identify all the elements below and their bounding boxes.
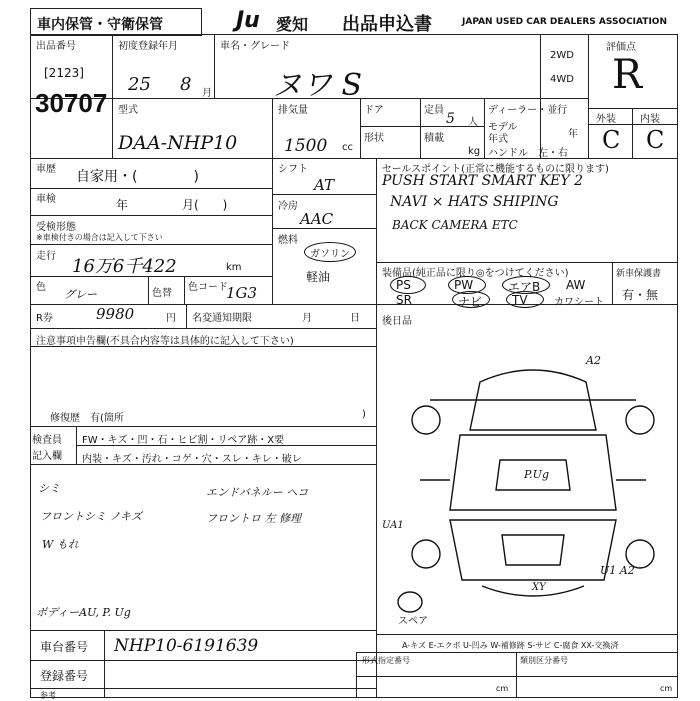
equip-pw: PW (454, 278, 474, 292)
note-3: フロントシミ ノキズ (40, 510, 142, 523)
displacement-unit: cc (342, 142, 353, 153)
history-value: 自家用・( ) (76, 169, 199, 185)
ju-logo: Ju (236, 8, 260, 33)
form-subtitle: JAPAN USED CAR DEALERS ASSOCIATION (462, 17, 667, 27)
shape-label: 形状 (364, 133, 384, 144)
load-unit: kg (468, 146, 481, 157)
dealer-year-unit: 年 (568, 129, 578, 140)
type-value: DAA-NHP10 (118, 132, 238, 154)
inspector-row2: 内装・キズ・汚れ・コゲ・穴・スレ・キレ・破レ (82, 454, 302, 465)
chassis-number: NHP10-6191639 (114, 636, 259, 656)
acceptance-label: 受検形態 (36, 222, 76, 233)
diagram-mark-pug-front: P.Ug (524, 468, 549, 481)
mileage-unit: km (226, 262, 242, 273)
spec-unit-right: cm (660, 684, 673, 693)
storage-box (30, 8, 202, 36)
equip-airbag: エアB (508, 280, 541, 294)
registration-label: 初度登録年月 (118, 41, 178, 52)
selling-point-line3: BACK CAMERA ETC (392, 218, 518, 232)
mileage-label: 走行 (36, 251, 56, 262)
note-2: エンドバネルー ヘコ (206, 486, 309, 499)
tv-circle-icon (506, 291, 544, 308)
equipment-label: 装備品(純正品に限り◎をつけてください) (382, 268, 569, 279)
dealer-model-label: モデル (488, 122, 518, 133)
color-value: グレー (64, 288, 97, 301)
damage-legend: A-キズ E-エクボ U-凹み W-補修跡 S-サビ C-腐食 XX-交換済 (402, 641, 619, 650)
selling-points-label: セールスポイント(正常に機能するものに限ります) (382, 164, 609, 175)
inspection-label: 車検 (36, 194, 56, 205)
fuel-label: 燃料 (278, 235, 298, 246)
inspector-label2: 記入欄 (32, 451, 62, 462)
fuel-diesel: 軽油 (306, 270, 331, 284)
equip-sr: SR (396, 293, 412, 307)
type-label: 型式 (118, 105, 138, 116)
acceptance-note: ※車検付きの場合は記入して下さい (36, 233, 163, 242)
lot-number: 30707 (35, 88, 108, 118)
notes-label: 注意事項申告欄(不具合内容等は具体的に記入して下さい) (36, 336, 294, 347)
note-6: ボディーAU, P. Ug (36, 606, 131, 619)
2wd-label: 2WD (550, 50, 574, 61)
color-replace-label: 色替 (152, 288, 172, 299)
inspector-row1: FW・キズ・凹・石・ヒビ割・リペア跡・X要 (82, 435, 285, 446)
grade-label: 評価点 (606, 42, 636, 53)
rear-left-wheel-icon (412, 540, 440, 568)
handle-value: 左・右 (538, 148, 568, 159)
ps-circle-icon (390, 276, 426, 294)
storage-label: 車内保管・守衛保管 (37, 17, 163, 33)
registration-month-unit: 月 (202, 88, 212, 99)
capacity-label: 定員 (424, 105, 444, 116)
footer-reference-label: 参考 (40, 691, 56, 700)
exterior-grade: C (602, 126, 621, 154)
displacement-value: 1500 (284, 136, 328, 156)
guarantee-value: 有・無 (622, 288, 659, 302)
capacity-value: 5 (446, 111, 455, 127)
doors-label: ドア (364, 105, 384, 116)
car-name-label: 車名・グレード (220, 41, 290, 52)
selling-point-line1: PUSH START SMART KEY 2 (382, 173, 583, 189)
equip-aw: AW (566, 278, 586, 292)
dealer-year-label: 年式 (488, 134, 508, 145)
equip-ps: PS (396, 278, 411, 292)
spec-unit-left: cm (496, 684, 509, 693)
note-4: フロントロ 左 修理 (206, 512, 301, 525)
interior-grade: C (646, 126, 665, 154)
rear-items-label: 後日品 (382, 316, 412, 327)
diagram-mark-a2: A2 (586, 354, 601, 367)
lot-label: 出品番号 (36, 41, 76, 52)
displacement-label: 排気量 (278, 105, 308, 116)
shift-value: AT (314, 176, 335, 194)
recycle-unit: 円 (166, 313, 176, 324)
equip-leather: カワシート (554, 297, 604, 308)
registration-month: 8 (180, 74, 192, 95)
equip-navi: ナビ (458, 295, 483, 309)
type-spec-label: 形式指定番号 (362, 656, 410, 665)
gasoline-circle-icon (304, 242, 356, 262)
next-notice-day: 日 (350, 313, 360, 324)
color-label: 色 (36, 282, 46, 293)
equip-tv: TV (512, 293, 528, 307)
car-name: ヌワ S (272, 68, 363, 103)
grade-value: R (612, 52, 643, 98)
recycle-label: R券 (36, 313, 53, 324)
navi-circle-icon (452, 291, 490, 308)
ac-value: AAC (300, 210, 334, 228)
exterior-label: 外装 (596, 114, 616, 125)
logo-text: 愛知 (276, 15, 309, 34)
guarantee-label: 新車保護書 (616, 269, 662, 279)
color-code-label: 色コード (188, 282, 228, 293)
note-1: シミ (38, 482, 60, 495)
form-title: 出品申込書 (342, 14, 432, 35)
ac-label: 冷房 (278, 201, 298, 212)
registration-year: 25 (128, 74, 151, 95)
next-notice-month: 月 (302, 313, 312, 324)
shift-label: シフト (278, 164, 308, 175)
rear-window-shape (502, 535, 564, 565)
chassis-label: 車台番号 (40, 640, 89, 654)
inspector-label1: 検査員 (32, 435, 62, 446)
inspection-month-unit: 月( ) (182, 198, 228, 212)
registration-number-label: 登録番号 (40, 669, 89, 683)
repair-history-close: ) (362, 409, 366, 420)
inspection-year-unit: 年 (116, 198, 129, 212)
lot-sub-number: [2123] (44, 66, 84, 80)
front-left-wheel-icon (412, 406, 440, 434)
diagram-mark-u1a2: U1 A2 (600, 564, 635, 577)
diagram-mark-ua1: UA1 (382, 520, 404, 531)
recycle-value: 9980 (96, 305, 135, 323)
spare-label: スペア (398, 616, 428, 627)
4wd-label: 4WD (550, 74, 574, 85)
spare-tire-icon (398, 592, 422, 612)
diagram-mark-xy: XY (532, 582, 546, 593)
selling-point-line2: NAVI × HATS SHIPING (390, 194, 559, 210)
repair-history-label: 修復歴 有(箇所 (50, 413, 124, 424)
dealer-label: ディーラー・並行 (488, 105, 568, 116)
color-code: 1G3 (226, 284, 258, 302)
handle-label: ハンドル (488, 148, 528, 159)
rear-body-shape (450, 520, 616, 580)
category-spec-label: 類別区分番号 (520, 656, 568, 665)
history-label: 車歴 (36, 164, 56, 175)
mileage-value: 16万6千422 (72, 256, 177, 277)
load-label: 積載 (424, 133, 444, 144)
fuel-gasoline: ガソリン (310, 249, 350, 260)
note-5: W もれ (42, 538, 79, 551)
front-right-wheel-icon (626, 406, 654, 434)
interior-label: 内装 (640, 114, 660, 125)
capacity-unit: 人 (468, 117, 478, 128)
next-notice-label: 名変通知期限 (192, 313, 252, 324)
